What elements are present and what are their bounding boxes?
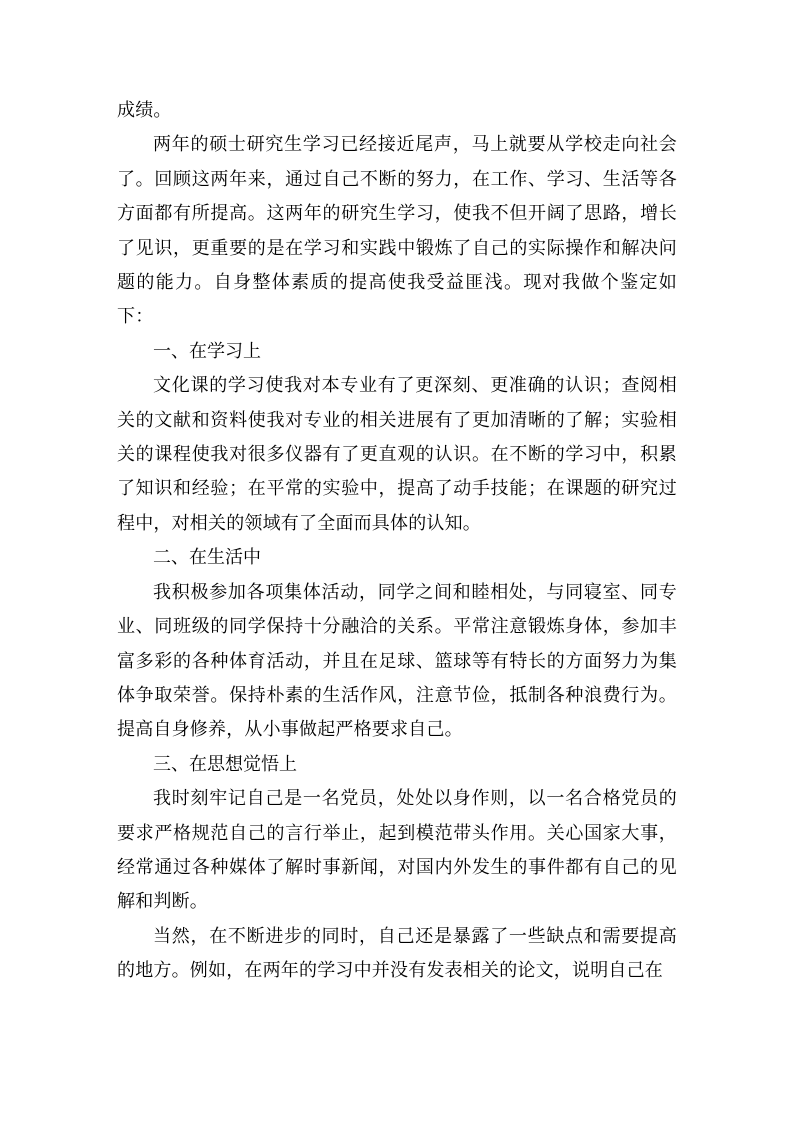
paragraph-study: 文化课的学习使我对本专业有了更深刻、更准确的认识；查阅相关的文献和资料使我对专业的相关进展有了更加清晰的了解；实验相关的课程使我对很多仪器有了更直观的认识。在不断的学习中，积累了知识和经验；在平常的实验中，提高了动手技能；在课题的研究过程中，对相关的领域有了全面而具体的认知。: [117, 375, 677, 534]
section-heading-life: 二、在生活中: [153, 547, 261, 569]
document-page: [117, 94, 677, 989]
paragraph-ideology: 我时刻牢记自己是一名党员，处处以身作则，以一名合格党员的要求严格规范自己的言行举止，起到模范带头作用。关心国家大事，经常通过各种媒体了解时事新闻，对国内外发生的事件都有自己的见解和判断。: [117, 788, 677, 913]
paragraph-shortcomings: 当然，在不断进步的同时，自己还是暴露了一些缺点和需要提高的地方。例如，在两年的学习中并没有发表相关的论文，说明自己在: [117, 925, 677, 982]
section-heading-ideology: 三、在思想觉悟上: [153, 753, 297, 775]
section-heading-study: 一、在学习上: [153, 340, 261, 362]
paragraph-life: 我积极参加各项集体活动，同学之间和睦相处，与同寝室、同专业、同班级的同学保持十分融洽的关系。平常注意锻炼身体，参加丰富多彩的各种体育活动，并且在足球、篮球等有特长的方面努力为集体争取荣誉。保持朴素的生活作风，注意节俭，抵制各种浪费行为。提高自身修养，从小事做起严格要求自己。: [117, 581, 677, 741]
paragraph-continuation: 成绩。: [117, 100, 172, 121]
paragraph-intro: 两年的硕士研究生学习已经接近尾声，马上就要从学校走向社会了。回顾这两年来，通过自己不断的努力，在工作、学习、生活等各方面都有所提高。这两年的研究生学习，使我不但开阔了思路，增长了见识，更重要的是在学习和实践中锻炼了自己的实际操作和解决问题的能力。自身整体素质的提高使我受益匪浅。现对我做个鉴定如下：: [117, 134, 677, 328]
